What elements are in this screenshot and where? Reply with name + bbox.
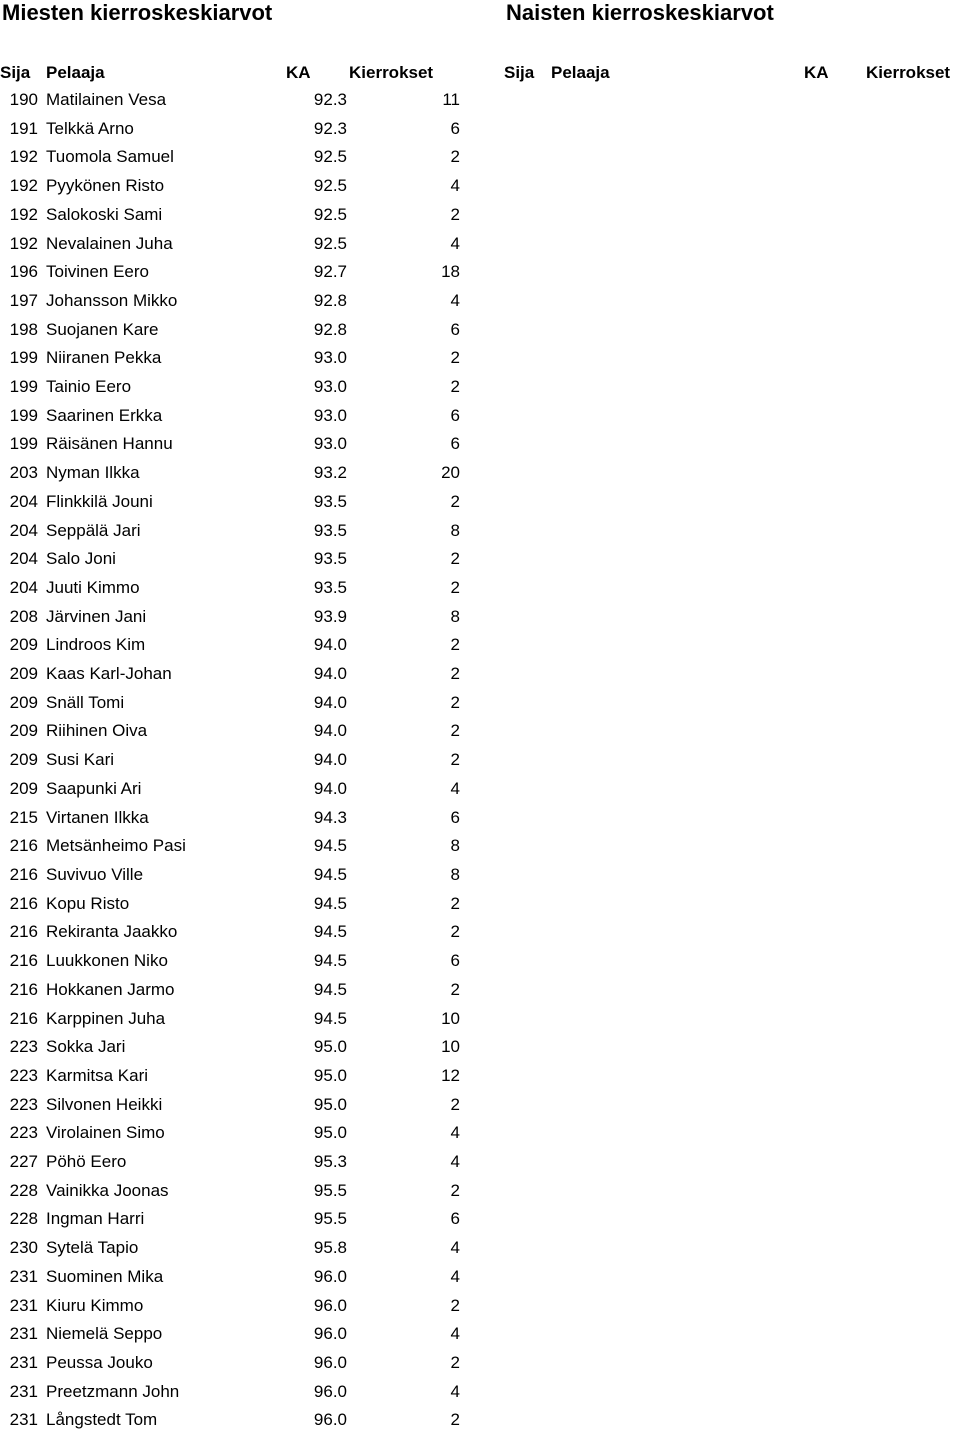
average-cell: 92.5 xyxy=(313,176,347,196)
rank-cell: 199 xyxy=(9,348,38,368)
rank-cell: 191 xyxy=(9,118,38,138)
table-row xyxy=(0,545,460,574)
rounds-cell: 8 xyxy=(450,606,460,626)
player-name-cell: Räisänen Hannu xyxy=(46,434,173,454)
player-name-cell: Niemelä Seppo xyxy=(46,1324,163,1344)
rounds-cell: 6 xyxy=(450,951,460,971)
player-name-cell: Pyykönen Risto xyxy=(46,176,165,196)
player-name-cell: Matilainen Vesa xyxy=(46,90,167,109)
rank-cell: 192 xyxy=(9,233,38,253)
rank-cell: 231 xyxy=(9,1266,38,1286)
men-results-body xyxy=(0,86,460,1435)
player-name-cell: Toivinen Eero xyxy=(46,262,150,282)
table-row xyxy=(0,1320,460,1349)
rank-cell: 199 xyxy=(9,405,38,425)
average-cell: 94.0 xyxy=(313,635,347,655)
table-row xyxy=(0,1148,460,1177)
table-row xyxy=(0,603,460,632)
average-cell: 93.0 xyxy=(313,348,347,368)
player-name-cell: Salokoski Sami xyxy=(46,204,163,224)
rounds-cell: 4 xyxy=(450,1324,460,1344)
table-row xyxy=(0,1378,460,1407)
table-row xyxy=(0,1292,460,1321)
rank-cell: 209 xyxy=(9,692,38,712)
average-cell: 95.0 xyxy=(313,1094,347,1114)
rounds-cell: 6 xyxy=(450,118,460,138)
rank-cell: 209 xyxy=(9,721,38,741)
rounds-cell: 11 xyxy=(442,90,460,109)
rounds-cell: 4 xyxy=(450,1381,460,1401)
average-cell: 95.5 xyxy=(313,1209,347,1229)
women-header-avg: KA xyxy=(804,63,829,82)
average-cell: 94.5 xyxy=(313,951,347,971)
table-row xyxy=(0,459,460,488)
rank-cell: 204 xyxy=(9,549,38,569)
table-row xyxy=(0,746,460,775)
average-cell: 92.5 xyxy=(313,204,347,224)
rank-cell: 192 xyxy=(9,147,38,167)
average-cell: 96.0 xyxy=(313,1352,347,1372)
rounds-cell: 4 xyxy=(450,233,460,253)
men-results-table xyxy=(0,86,460,1435)
rank-cell: 223 xyxy=(9,1065,38,1085)
rank-cell: 230 xyxy=(9,1238,38,1258)
player-name-cell: Karppinen Juha xyxy=(46,1008,166,1028)
rank-cell: 204 xyxy=(9,520,38,540)
player-name-cell: Johansson Mikko xyxy=(46,290,178,310)
rounds-cell: 2 xyxy=(450,635,460,655)
player-name-cell: Tainio Eero xyxy=(46,377,132,397)
rank-cell: 216 xyxy=(9,893,38,913)
table-row xyxy=(0,918,460,947)
men-header-avg: KA xyxy=(286,63,311,82)
table-row xyxy=(0,717,460,746)
rounds-cell: 2 xyxy=(450,893,460,913)
rank-cell: 208 xyxy=(9,606,38,626)
average-cell: 94.5 xyxy=(313,836,347,856)
average-cell: 94.5 xyxy=(313,979,347,999)
men-header-rank: Sija xyxy=(0,63,31,82)
rank-cell: 223 xyxy=(9,1123,38,1143)
rounds-cell: 4 xyxy=(450,1266,460,1286)
rounds-cell: 6 xyxy=(450,319,460,339)
rank-cell: 216 xyxy=(9,951,38,971)
rounds-cell: 2 xyxy=(450,1180,460,1200)
rank-cell: 227 xyxy=(9,1152,38,1172)
rank-cell: 216 xyxy=(9,864,38,884)
rank-cell: 216 xyxy=(9,922,38,942)
women-title: Naisten kierroskeskiarvot xyxy=(506,0,774,25)
table-row xyxy=(0,1033,460,1062)
rank-cell: 204 xyxy=(9,577,38,597)
rank-cell: 209 xyxy=(9,635,38,655)
rounds-cell: 4 xyxy=(450,1238,460,1258)
rounds-cell: 2 xyxy=(450,750,460,770)
player-name-cell: Saapunki Ari xyxy=(46,778,142,798)
rounds-cell: 8 xyxy=(450,520,460,540)
table-row xyxy=(0,488,460,517)
rounds-cell: 4 xyxy=(450,1152,460,1172)
table-row xyxy=(0,574,460,603)
player-name-cell: Silvonen Heikki xyxy=(46,1094,163,1114)
table-row xyxy=(0,373,460,402)
table-row xyxy=(0,1406,460,1435)
average-cell: 92.5 xyxy=(313,147,347,167)
rounds-cell: 2 xyxy=(450,979,460,999)
table-row xyxy=(0,1119,460,1148)
player-name-cell: Tuomola Samuel xyxy=(46,147,174,167)
rounds-cell: 2 xyxy=(450,377,460,397)
player-name-cell: Sytelä Tapio xyxy=(46,1238,139,1258)
player-name-cell: Långstedt Tom xyxy=(46,1410,158,1430)
table-row xyxy=(0,1062,460,1091)
table-row xyxy=(0,430,460,459)
player-name-cell: Nevalainen Juha xyxy=(46,233,173,253)
rounds-cell: 2 xyxy=(450,147,460,167)
player-name-cell: Hokkanen Jarmo xyxy=(46,979,175,999)
player-name-cell: Järvinen Jani xyxy=(46,606,147,626)
average-cell: 94.5 xyxy=(313,1008,347,1028)
rank-cell: 196 xyxy=(9,262,38,282)
average-cell: 96.0 xyxy=(313,1266,347,1286)
average-cell: 93.0 xyxy=(313,377,347,397)
rounds-cell: 2 xyxy=(450,664,460,684)
women-header-rank: Sija xyxy=(504,63,535,82)
rounds-cell: 2 xyxy=(450,1094,460,1114)
table-row xyxy=(0,890,460,919)
player-name-cell: Virolainen Simo xyxy=(46,1123,165,1143)
rounds-cell: 2 xyxy=(450,549,460,569)
table-row xyxy=(0,1005,460,1034)
rounds-cell: 18 xyxy=(441,262,460,282)
rank-cell: 223 xyxy=(9,1094,38,1114)
column-header-row xyxy=(0,62,960,84)
table-row xyxy=(0,1234,460,1263)
table-row xyxy=(0,517,460,546)
average-cell: 96.0 xyxy=(313,1295,347,1315)
table-row xyxy=(0,947,460,976)
table-row xyxy=(0,660,460,689)
player-name-cell: Flinkkilä Jouni xyxy=(46,491,153,511)
player-name-cell: Vainikka Joonas xyxy=(46,1180,169,1200)
rank-cell: 209 xyxy=(9,664,38,684)
rounds-cell: 4 xyxy=(450,176,460,196)
rank-cell: 231 xyxy=(9,1324,38,1344)
rank-cell: 192 xyxy=(9,176,38,196)
table-row xyxy=(0,1263,460,1292)
average-cell: 92.7 xyxy=(313,262,347,282)
player-name-cell: Kopu Risto xyxy=(46,893,130,913)
women-header-player: Pelaaja xyxy=(551,63,610,82)
table-row xyxy=(0,115,460,144)
rank-cell: 231 xyxy=(9,1410,38,1430)
table-row xyxy=(0,316,460,345)
player-name-cell: Suvivuo Ville xyxy=(46,864,144,884)
table-row xyxy=(0,143,460,172)
player-name-cell: Salo Joni xyxy=(46,549,116,569)
rounds-cell: 10 xyxy=(441,1037,460,1057)
rounds-cell: 2 xyxy=(450,491,460,511)
rounds-cell: 2 xyxy=(450,721,460,741)
rounds-cell: 2 xyxy=(450,204,460,224)
rank-cell: 231 xyxy=(9,1352,38,1372)
average-cell: 95.5 xyxy=(313,1180,347,1200)
average-cell: 94.3 xyxy=(313,807,347,827)
rounds-cell: 2 xyxy=(450,577,460,597)
rounds-cell: 2 xyxy=(450,1352,460,1372)
rank-cell: 209 xyxy=(9,750,38,770)
rounds-cell: 6 xyxy=(450,434,460,454)
rank-cell: 216 xyxy=(9,1008,38,1028)
average-cell: 94.0 xyxy=(313,692,347,712)
rounds-cell: 10 xyxy=(441,1008,460,1028)
rounds-cell: 2 xyxy=(450,348,460,368)
rank-cell: 190 xyxy=(9,90,38,109)
player-name-cell: Karmitsa Kari xyxy=(46,1065,149,1085)
player-name-cell: Nyman Ilkka xyxy=(46,463,140,483)
table-row xyxy=(0,287,460,316)
rounds-cell: 12 xyxy=(441,1065,460,1085)
average-cell: 96.0 xyxy=(313,1381,347,1401)
player-name-cell: Saarinen Erkka xyxy=(46,405,163,425)
rounds-cell: 20 xyxy=(441,463,460,483)
table-row xyxy=(0,861,460,890)
average-cell: 96.0 xyxy=(313,1324,347,1344)
average-cell: 93.0 xyxy=(313,434,347,454)
rank-cell: 231 xyxy=(9,1295,38,1315)
rank-cell: 216 xyxy=(9,836,38,856)
player-name-cell: Preetzmann John xyxy=(46,1381,180,1401)
average-cell: 93.5 xyxy=(313,520,347,540)
average-cell: 94.5 xyxy=(313,864,347,884)
rank-cell: 231 xyxy=(9,1381,38,1401)
men-header-rounds: Kierrokset xyxy=(349,63,434,82)
rounds-cell: 2 xyxy=(450,1295,460,1315)
player-name-cell: Suojanen Kare xyxy=(46,319,159,339)
rounds-cell: 4 xyxy=(450,1123,460,1143)
rounds-cell: 2 xyxy=(450,922,460,942)
average-cell: 94.0 xyxy=(313,721,347,741)
table-row xyxy=(0,631,460,660)
table-row xyxy=(0,1205,460,1234)
player-name-cell: Virtanen Ilkka xyxy=(46,807,149,827)
rank-cell: 216 xyxy=(9,979,38,999)
rounds-cell: 6 xyxy=(450,1209,460,1229)
rank-cell: 215 xyxy=(9,807,38,827)
average-cell: 92.8 xyxy=(313,290,347,310)
player-name-cell: Kaas Karl-Johan xyxy=(46,664,172,684)
table-row xyxy=(0,689,460,718)
rounds-cell: 4 xyxy=(450,778,460,798)
average-cell: 92.3 xyxy=(313,118,347,138)
average-cell: 96.0 xyxy=(313,1410,347,1430)
average-cell: 93.5 xyxy=(313,549,347,569)
men-title: Miesten kierroskeskiarvot xyxy=(2,0,273,25)
average-cell: 94.0 xyxy=(313,778,347,798)
player-name-cell: Susi Kari xyxy=(46,750,115,770)
player-name-cell: Pöhö Eero xyxy=(46,1152,127,1172)
average-cell: 94.5 xyxy=(313,893,347,913)
player-name-cell: Juuti Kimmo xyxy=(46,577,140,597)
average-cell: 95.0 xyxy=(313,1123,347,1143)
average-cell: 93.5 xyxy=(313,577,347,597)
player-name-cell: Sokka Jari xyxy=(46,1037,126,1057)
player-name-cell: Peussa Jouko xyxy=(46,1352,153,1372)
average-cell: 94.5 xyxy=(313,922,347,942)
table-row xyxy=(0,172,460,201)
table-row xyxy=(0,1091,460,1120)
table-row xyxy=(0,258,460,287)
player-name-cell: Suominen Mika xyxy=(46,1266,164,1286)
table-row xyxy=(0,775,460,804)
player-name-cell: Riihinen Oiva xyxy=(46,721,148,741)
average-cell: 92.8 xyxy=(313,319,347,339)
player-name-cell: Niiranen Pekka xyxy=(46,348,162,368)
rank-cell: 223 xyxy=(9,1037,38,1057)
rank-cell: 228 xyxy=(9,1180,38,1200)
player-name-cell: Lindroos Kim xyxy=(46,635,146,655)
player-name-cell: Snäll Tomi xyxy=(46,692,125,712)
table-row xyxy=(0,201,460,230)
men-header-player: Pelaaja xyxy=(46,63,105,82)
rounds-cell: 2 xyxy=(450,1410,460,1430)
table-row xyxy=(0,976,460,1005)
average-cell: 92.5 xyxy=(313,233,347,253)
average-cell: 93.5 xyxy=(313,491,347,511)
player-name-cell: Kiuru Kimmo xyxy=(46,1295,144,1315)
average-cell: 93.0 xyxy=(313,405,347,425)
player-name-cell: Seppälä Jari xyxy=(46,520,141,540)
player-name-cell: Telkkä Arno xyxy=(46,118,134,138)
average-cell: 95.8 xyxy=(313,1238,347,1258)
average-cell: 94.0 xyxy=(313,664,347,684)
rank-cell: 198 xyxy=(9,319,38,339)
rank-cell: 209 xyxy=(9,778,38,798)
table-row xyxy=(0,86,460,115)
average-cell: 94.0 xyxy=(313,750,347,770)
rank-cell: 203 xyxy=(9,463,38,483)
table-row xyxy=(0,230,460,259)
table-row xyxy=(0,402,460,431)
rank-cell: 228 xyxy=(9,1209,38,1229)
average-cell: 93.9 xyxy=(313,606,347,626)
rank-cell: 199 xyxy=(9,377,38,397)
women-header-rounds: Kierrokset xyxy=(866,63,951,82)
rank-cell: 197 xyxy=(9,290,38,310)
player-name-cell: Metsänheimo Pasi xyxy=(46,836,186,856)
player-name-cell: Luukkonen Niko xyxy=(46,951,168,971)
table-row xyxy=(0,832,460,861)
player-name-cell: Rekiranta Jaakko xyxy=(46,922,178,942)
average-cell: 95.0 xyxy=(313,1037,347,1057)
rounds-cell: 8 xyxy=(450,864,460,884)
rank-cell: 204 xyxy=(9,491,38,511)
rank-cell: 192 xyxy=(9,204,38,224)
table-row xyxy=(0,804,460,833)
average-cell: 95.0 xyxy=(313,1065,347,1085)
rank-cell: 199 xyxy=(9,434,38,454)
rounds-cell: 6 xyxy=(450,405,460,425)
rounds-cell: 4 xyxy=(450,290,460,310)
table-row xyxy=(0,1349,460,1378)
average-cell: 93.2 xyxy=(313,463,347,483)
average-cell: 95.3 xyxy=(313,1152,347,1172)
rounds-cell: 8 xyxy=(450,836,460,856)
rounds-cell: 2 xyxy=(450,692,460,712)
rounds-cell: 6 xyxy=(450,807,460,827)
table-row xyxy=(0,344,460,373)
table-row xyxy=(0,1177,460,1206)
average-cell: 92.3 xyxy=(313,90,347,109)
player-name-cell: Ingman Harri xyxy=(46,1209,145,1229)
